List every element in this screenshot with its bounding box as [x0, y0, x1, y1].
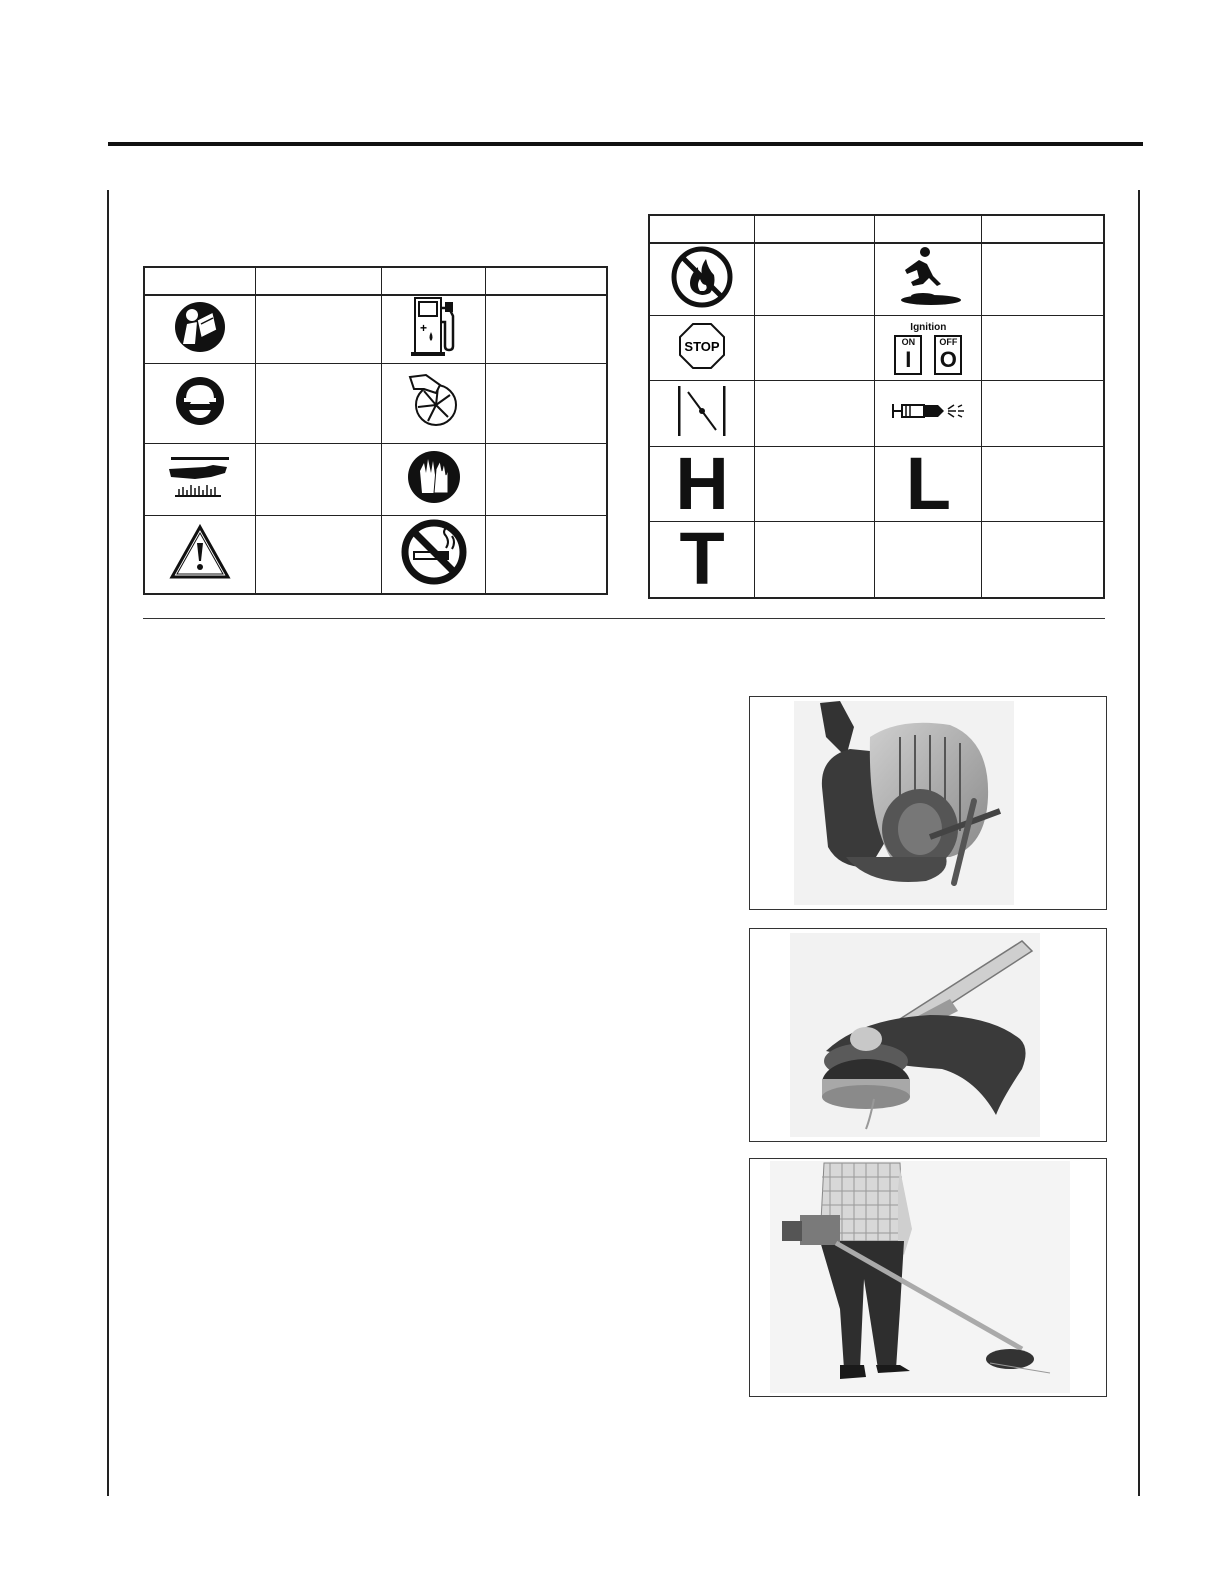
table-row [649, 447, 1104, 522]
table-row [649, 381, 1104, 447]
table-row [649, 522, 1104, 598]
stop-sign-icon [678, 322, 726, 370]
switch-on-small-label: ON [901, 336, 916, 347]
switch-on-big-label: I [905, 346, 912, 372]
table-row [144, 364, 607, 444]
choke-icon [674, 384, 730, 438]
no-smoking-icon [400, 518, 468, 586]
ignition-switch-icon [875, 316, 982, 381]
section-divider [143, 618, 1105, 619]
table-row [144, 444, 607, 516]
left-margin-line [107, 190, 109, 1496]
letter-l-icon: L [905, 442, 951, 525]
hot-surface-hand-icon [165, 455, 235, 499]
table-row [649, 316, 1104, 381]
switch-off [934, 335, 962, 375]
slip-hazard-icon [893, 244, 963, 310]
letter-t-icon: T [679, 517, 725, 601]
svg-text:+: + [419, 321, 427, 335]
no-fire-icon [670, 245, 734, 309]
fuel-pump-icon [409, 296, 459, 358]
table-row [649, 243, 1104, 316]
gloves-icon [406, 449, 462, 505]
operator-with-trimmer-photo [749, 1158, 1107, 1397]
ignition-label: Ignition [910, 321, 947, 333]
right-margin-line [1138, 190, 1140, 1496]
table-row [144, 295, 607, 364]
table-header-row [144, 267, 607, 295]
letter-h-icon: H [675, 442, 729, 525]
table-header-row [649, 215, 1104, 243]
warning-triangle-icon [168, 523, 232, 581]
table-row [144, 516, 607, 594]
stop-sign-label: STOP [684, 338, 720, 354]
trimmer-head-guard-photo [749, 928, 1107, 1142]
symbols-table-right [648, 214, 1105, 599]
symbols-table-left [143, 266, 608, 595]
switch-on [894, 335, 922, 375]
head-eye-protection-icon [174, 375, 226, 427]
switch-off-big-label: O [939, 346, 957, 372]
switch-off-small-label: OFF [939, 336, 958, 347]
read-manual-icon [173, 300, 227, 354]
header-rule [108, 142, 1143, 146]
hand-fan-entanglement-icon [406, 371, 462, 431]
engine-starter-photo [749, 696, 1107, 910]
primer-spray-icon [890, 399, 966, 423]
